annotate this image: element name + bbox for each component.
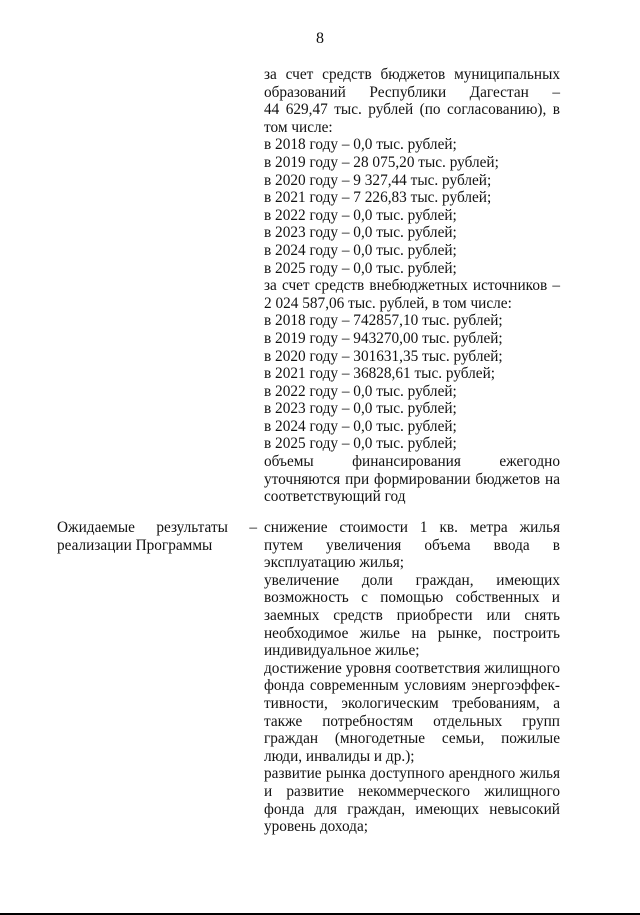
financing-line: уточняются при формировании бюджетов на [264,470,560,488]
results-line: развитие рынка доступного арендного жилья [264,765,560,783]
financing-year-line: в 2021 году – 36828,61 тыс. рублей; [264,365,496,383]
results-line: фонда для граждан, имеющих невысокий [264,800,560,818]
financing-year-line: в 2023 году – 0,0 тыс. рублей; [264,400,457,418]
financing-year-line: в 2024 году – 0,0 тыс. рублей; [264,241,457,259]
results-label [57,519,257,554]
results-line: люди, инвалиды и др.); [264,747,415,765]
financing-year-line: в 2022 году – 0,0 тыс. рублей; [264,206,457,224]
financing-year-line: в 2018 году – 742857,10 тыс. рублей; [264,312,503,330]
results-line: граждан (многодетные семьи, пожилые [264,730,560,748]
results-line: возможность с помощью собственных и [264,589,560,607]
results-line: тивности, экологическим требованиям, а [264,694,560,712]
financing-year-line: в 2018 году – 0,0 тыс. рублей; [264,136,457,154]
results-line: и развитие некоммерческого жилищного [264,782,560,800]
results-line: индивидуальное жилье; [264,642,420,660]
financing-year-line: в 2019 году – 943270,00 тыс. рублей; [264,329,503,347]
financing-line: за счет средств бюджетов муниципальных [264,66,560,83]
financing-year-line: в 2022 году – 0,0 тыс. рублей; [264,382,457,400]
financing-year-line: в 2021 году – 7 226,83 тыс. рублей; [264,189,492,207]
financing-line: 44 629,47 тыс. рублей (по согласованию), в [264,101,560,119]
financing-line: образований Республики Дагестан – [264,83,560,101]
results-line: заемных средств приобрести или снять [264,606,560,624]
financing-line: объемы финансирования ежегодно [264,453,560,471]
results-label-line: реализации Программы [57,536,213,554]
results-line: фонда современным условиям энергоэффек- [264,677,560,695]
financing-line: 2 024 587,06 тыс. рублей, в том числе: [264,294,512,312]
results-block [264,519,560,836]
results-line: путем увеличения объема ввода в [264,536,560,554]
financing-year-line: в 2025 году – 0,0 тыс. рублей; [264,435,457,453]
financing-block [264,66,560,506]
results-line: необходимое жилье на рынке, построить [264,624,560,642]
financing-year-line: в 2025 году – 0,0 тыс. рублей; [264,259,457,277]
results-line: достижение уровня соответствия жилищного [264,659,560,677]
financing-year-line: в 2020 году – 9 327,44 тыс. рублей; [264,171,492,189]
results-line: увеличение доли граждан, имеющих [264,571,560,589]
financing-year-line: в 2023 году – 0,0 тыс. рублей; [264,224,457,242]
results-label-line: Ожидаемые результаты – [57,519,257,536]
financing-line: том числе: [264,118,333,136]
results-line: эксплуатацию жилья; [264,554,405,572]
financing-line: за счет средств внебюджетных источников – [264,277,560,295]
financing-year-line: в 2019 году – 28 075,20 тыс. рублей; [264,153,499,171]
page-number: 8 [316,30,324,47]
financing-line: соответствующий год [264,488,406,506]
financing-year-line: в 2024 году – 0,0 тыс. рублей; [264,417,457,435]
financing-year-line: в 2020 году – 301631,35 тыс. рублей; [264,347,503,365]
results-line: также потребностям отдельных групп [264,712,560,730]
results-line: уровень дохода; [264,818,369,836]
results-line: снижение стоимости 1 кв. метра жилья [264,519,560,536]
